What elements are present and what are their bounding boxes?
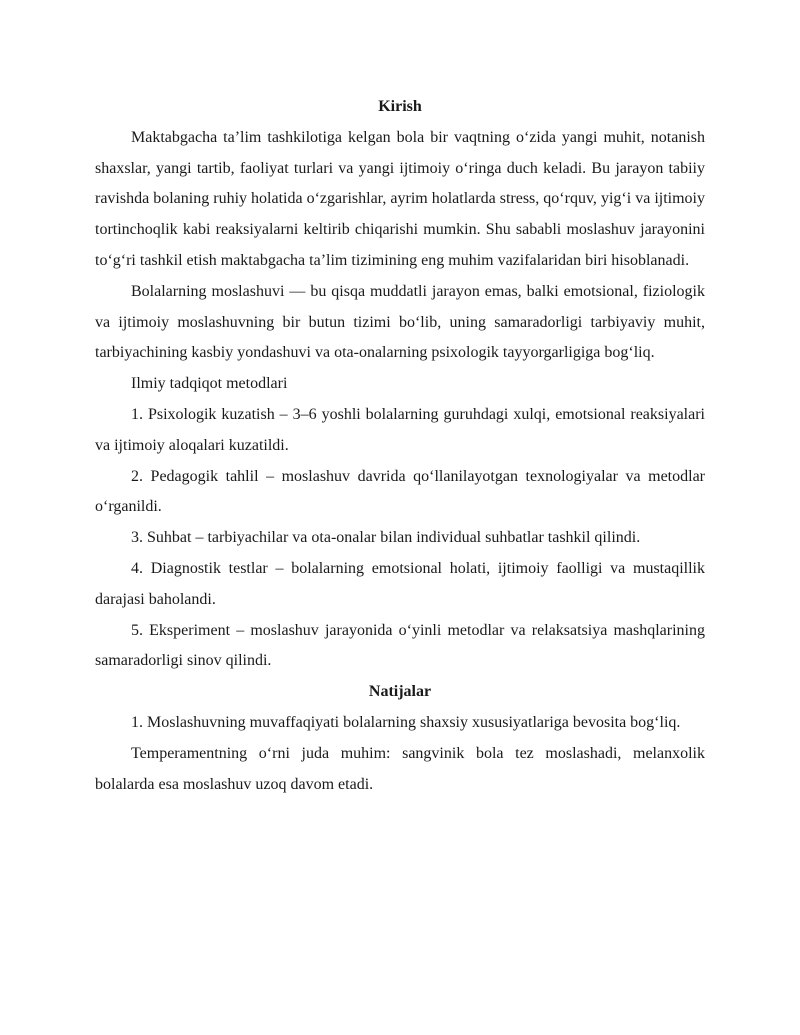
heading-natijalar: Natijalar <box>368 683 432 701</box>
method-item-2: 2. Pedagogik tahlil – moslashuv davrida qo‘llanilayotgan texnologiyalar va metodlar o‘rganildi. <box>95 467 705 516</box>
intro-paragraph-2: Bolalarning moslashuvi — bu qisqa muddatli jarayon emas, balki emotsional, fiziologik va ijtimoiy moslashuvning bir butun tizimi bo‘lib, uning samaradorligi tarbiyaviy muhit, tarbiyachining kasbiy yondashuvi va ota-onalarning psixologik tayyorgarligiga bog‘liq. <box>95 282 705 362</box>
intro-paragraph-1: Maktabgacha ta’lim tashkilotiga kelgan bola bir vaqtning o‘zida yangi muhit, notanish shaxslar, yangi tartib, faoliyat turlari va yangi ijtimoiy o‘ringa duch keladi. Bu jarayon tabiiy ravishda bolaning ruhiy holatida o‘zgarishlar, ayrim holatlarda stress, qo‘rquv, yig‘i va ijtimoiy tortinchoqlik kabi reaksiyalarni keltirib chiqarishi mumkin. Shu sababli moslashuv jarayonini to‘g‘ri tashkil etish maktabgacha ta’lim tizimining eng muhim vazifalaridan biri hisoblanadi. <box>95 128 705 269</box>
method-item-5: 5. Eksperiment – moslashuv jarayonida o‘yinli metodlar va relaksatsiya mashqlarining samaradorligi sinov qilindi. <box>95 621 705 670</box>
method-item-1: 1. Psixologik kuzatish – 3–6 yoshli bolalarning guruhdagi xulqi, emotsional reaksiyalari va ijtimoiy aloqalari kuzatildi. <box>95 405 705 454</box>
result-paragraph-2: Temperamentning o‘rni juda muhim: sangvinik bola tez moslashadi, melanxolik bolalarda esa moslashuv uzoq davom etadi. <box>95 744 705 793</box>
result-item-1: 1. Moslashuvning muvaffaqiyati bolalarning shaxsiy xususiyatlariga bevosita bog‘liq. <box>131 713 681 731</box>
heading-kirish: Kirish <box>378 98 422 115</box>
methods-title: Ilmiy tadqiqot metodlari <box>131 375 288 393</box>
method-item-3: 3. Suhbat – tarbiyachilar va ota-onalar bilan individual suhbatlar tashkil qilindi. <box>131 529 641 547</box>
method-item-4: 4. Diagnostik testlar – bolalarning emotsional holati, ijtimoiy faolligi va mustaqillik darajasi baholandi. <box>95 559 705 608</box>
document-page <box>95 92 705 800</box>
